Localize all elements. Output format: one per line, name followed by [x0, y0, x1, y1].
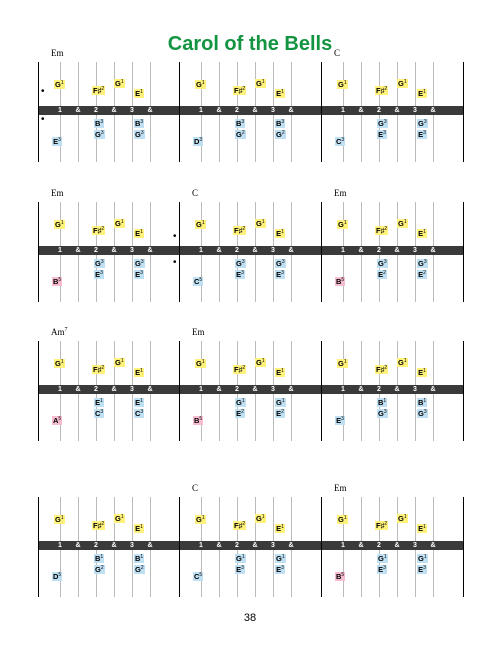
beat-label: 2 — [377, 247, 381, 254]
measure — [38, 497, 180, 597]
harmony-note: $B^3$ — [276, 119, 285, 128]
harmony-note: $B^3$ — [95, 119, 104, 128]
beat-label: & — [75, 107, 81, 114]
bass-note: $B^5$ — [194, 416, 203, 425]
harmony-note: $G^3$ — [378, 409, 387, 418]
chord-name: C — [192, 483, 199, 493]
bass-note: $B^5$ — [336, 277, 345, 286]
bass-note: $C^5$ — [194, 277, 203, 286]
beat-label: 2 — [94, 107, 98, 114]
beat-label: & — [252, 247, 258, 254]
beat-label: & — [147, 107, 153, 114]
beat-label: 1 — [58, 107, 62, 114]
chord-name: Em — [51, 188, 64, 198]
harmony-note: $G^3$ — [135, 130, 144, 139]
harmony-note: $E^3$ — [378, 130, 386, 139]
harmony-note: $G^2$ — [135, 565, 144, 574]
beat-label: 3 — [271, 386, 275, 393]
melody-note: $G^1$ — [196, 80, 205, 89]
beat-label: 3 — [130, 107, 134, 114]
harmony-note: $E^3$ — [276, 270, 284, 279]
melody-note: F♯$^2$ — [93, 365, 105, 374]
melody-note: $G^1$ — [115, 358, 124, 367]
beat-label: & — [288, 107, 294, 114]
melody-note: $G^1$ — [196, 359, 205, 368]
melody-note: $G^1$ — [338, 80, 347, 89]
melody-note: $G^1$ — [338, 220, 347, 229]
melody-note: F♯$^2$ — [234, 86, 246, 95]
chord-name: Em — [192, 327, 205, 337]
harmony-note: $G^2$ — [236, 130, 245, 139]
beat-label: & — [216, 107, 222, 114]
beat-label: 2 — [235, 247, 239, 254]
melody-note: $E^1$ — [418, 89, 426, 98]
melody-note: $G^1$ — [115, 514, 124, 523]
melody-note: $G^1$ — [338, 359, 347, 368]
measure — [322, 188, 464, 302]
harmony-note: $B^3$ — [135, 119, 144, 128]
melody-note: $G^1$ — [115, 79, 124, 88]
beat-label: 3 — [413, 247, 417, 254]
harmony-note: $G^3$ — [418, 119, 427, 128]
beat-label: 2 — [377, 386, 381, 393]
beat-label: 2 — [235, 542, 239, 549]
measure — [322, 341, 464, 441]
melody-note: $G^1$ — [55, 515, 64, 524]
beat-label: 1 — [199, 386, 203, 393]
harmony-note: $B^3$ — [236, 119, 245, 128]
beat-label: 1 — [58, 386, 62, 393]
melody-note: F♯$^2$ — [234, 521, 246, 530]
melody-note: $G^1$ — [55, 80, 64, 89]
measure — [322, 48, 464, 162]
harmony-note: $G^3$ — [236, 259, 245, 268]
harmony-note: $E^3$ — [378, 565, 386, 574]
measure — [38, 327, 180, 441]
harmony-note: $G^3$ — [135, 259, 144, 268]
beat-label: 2 — [235, 386, 239, 393]
chord-name: Am$^7$ — [51, 327, 68, 337]
beat-label: & — [147, 386, 153, 393]
beat-label: 2 — [94, 542, 98, 549]
beat-label: 3 — [413, 107, 417, 114]
beat-label: & — [430, 247, 436, 254]
harmony-note: $B^1$ — [418, 398, 427, 407]
beat-label: & — [252, 386, 258, 393]
beat-label: & — [111, 247, 117, 254]
melody-note: $E^1$ — [276, 524, 284, 533]
melody-note: $G^1$ — [256, 514, 265, 523]
measure — [38, 188, 180, 302]
melody-note: F♯$^2$ — [93, 86, 105, 95]
beat-label: 3 — [271, 247, 275, 254]
harmony-note: $G^2$ — [95, 565, 104, 574]
beat-label: 1 — [58, 247, 62, 254]
harmony-note: $G^3$ — [95, 259, 104, 268]
harmony-note: $E^1$ — [135, 398, 143, 407]
beat-label: & — [288, 386, 294, 393]
beat-label: & — [216, 542, 222, 549]
harmony-note: $B^1$ — [378, 398, 387, 407]
melody-note: F♯$^2$ — [376, 86, 388, 95]
melody-note: $E^1$ — [276, 368, 284, 377]
beat-label: & — [288, 542, 294, 549]
harmony-note: $E^2$ — [276, 409, 284, 418]
tab-system — [38, 327, 465, 441]
melody-note: $E^1$ — [135, 368, 143, 377]
beat-label: 3 — [413, 386, 417, 393]
melody-note: F♯$^2$ — [376, 226, 388, 235]
beat-label: 3 — [271, 542, 275, 549]
tab-system — [38, 483, 465, 597]
repeat-dot: • — [173, 231, 177, 242]
melody-note: $G^1$ — [55, 220, 64, 229]
bass-note: $E^3$ — [53, 137, 61, 146]
measure — [180, 483, 322, 597]
beat-label: & — [358, 542, 364, 549]
melody-note: $E^1$ — [276, 89, 284, 98]
beat-label: & — [111, 386, 117, 393]
beat-label: 1 — [341, 542, 345, 549]
melody-note: $G^1$ — [256, 358, 265, 367]
harmony-note: $E^2$ — [418, 270, 426, 279]
harmony-note: $E^3$ — [418, 130, 426, 139]
beat-label: & — [430, 542, 436, 549]
measure — [180, 188, 322, 302]
harmony-note: $B^1$ — [95, 554, 104, 563]
harmony-note: $G^1$ — [378, 554, 387, 563]
beat-label: 3 — [271, 107, 275, 114]
beat-label: 2 — [235, 107, 239, 114]
harmony-note: $C^3$ — [135, 409, 144, 418]
beat-label: & — [394, 247, 400, 254]
chord-name: C — [192, 188, 199, 198]
melody-note: $G^1$ — [256, 79, 265, 88]
melody-note: $G^1$ — [398, 219, 407, 228]
repeat-dot: • — [41, 86, 45, 97]
beat-label: & — [75, 247, 81, 254]
bass-note: $C^5$ — [194, 572, 203, 581]
page-number: 38 — [243, 612, 257, 624]
beat-label: & — [358, 107, 364, 114]
beat-label: 2 — [377, 542, 381, 549]
beat-label: & — [147, 247, 153, 254]
beat-label: & — [288, 247, 294, 254]
beat-label: & — [252, 542, 258, 549]
bass-note: $D^3$ — [194, 137, 203, 146]
beat-label: 3 — [130, 542, 134, 549]
chord-name: Em — [334, 188, 347, 198]
beat-label: & — [252, 107, 258, 114]
harmony-note: $E^3$ — [276, 565, 284, 574]
harmony-note: $G^3$ — [378, 259, 387, 268]
beat-label: 1 — [199, 247, 203, 254]
harmony-note: $G^3$ — [418, 409, 427, 418]
melody-note: $E^1$ — [418, 524, 426, 533]
beat-label: & — [111, 107, 117, 114]
harmony-note: $G^1$ — [276, 398, 285, 407]
melody-note: $E^1$ — [418, 229, 426, 238]
melody-note: $G^1$ — [398, 79, 407, 88]
harmony-note: $E^1$ — [95, 398, 103, 407]
harmony-note: $C^3$ — [95, 409, 104, 418]
harmony-note: $G^3$ — [95, 130, 104, 139]
harmony-note: $E^2$ — [378, 270, 386, 279]
melody-note: F♯$^2$ — [376, 365, 388, 374]
melody-note: F♯$^2$ — [234, 365, 246, 374]
harmony-note: $G^3$ — [276, 259, 285, 268]
beat-label: & — [394, 542, 400, 549]
beat-label: 1 — [199, 107, 203, 114]
harmony-note: $B^1$ — [135, 554, 144, 563]
melody-note: F♯$^2$ — [376, 521, 388, 530]
beat-label: 1 — [341, 107, 345, 114]
chord-name: Em — [334, 483, 347, 493]
harmony-note: $G^2$ — [276, 130, 285, 139]
melody-note: $G^1$ — [398, 358, 407, 367]
measure — [180, 62, 322, 162]
harmony-note: $E^3$ — [236, 565, 244, 574]
beat-label: & — [75, 386, 81, 393]
melody-note: $G^1$ — [398, 514, 407, 523]
melody-note: $G^1$ — [55, 359, 64, 368]
harmony-note: $E^3$ — [95, 270, 103, 279]
harmony-note: $G^1$ — [418, 554, 427, 563]
melody-note: $G^1$ — [196, 220, 205, 229]
melody-note: $E^1$ — [418, 368, 426, 377]
beat-label: & — [358, 247, 364, 254]
beat-label: & — [147, 542, 153, 549]
beat-label: & — [358, 386, 364, 393]
melody-note: $G^1$ — [115, 219, 124, 228]
melody-note: F♯$^2$ — [93, 226, 105, 235]
tab-system — [38, 188, 465, 302]
repeat-dot: • — [173, 257, 177, 268]
bass-note: $D^5$ — [53, 572, 62, 581]
beat-label: 1 — [341, 247, 345, 254]
beat-label: & — [216, 386, 222, 393]
beat-label: & — [111, 542, 117, 549]
beat-label: & — [430, 386, 436, 393]
beat-label: 1 — [199, 542, 203, 549]
beat-label: 1 — [341, 386, 345, 393]
measure — [180, 327, 322, 441]
melody-note: F♯$^2$ — [93, 521, 105, 530]
tab-system — [38, 48, 465, 162]
harmony-note: $G^1$ — [236, 554, 245, 563]
chord-name: C — [334, 48, 341, 58]
beat-label: & — [430, 107, 436, 114]
chord-name: Em — [51, 48, 64, 58]
melody-note: $G^1$ — [196, 515, 205, 524]
measure — [322, 483, 464, 597]
melody-note: $G^1$ — [256, 219, 265, 228]
bass-note: $E^3$ — [336, 416, 344, 425]
beat-label: 3 — [130, 247, 134, 254]
harmony-note: $E^3$ — [135, 270, 143, 279]
measure — [38, 48, 180, 162]
melody-note: $E^1$ — [135, 229, 143, 238]
melody-note: F♯$^2$ — [234, 226, 246, 235]
melody-note: $E^1$ — [276, 229, 284, 238]
harmony-note: $E^3$ — [418, 565, 426, 574]
harmony-note: $G^3$ — [378, 119, 387, 128]
beat-label: 3 — [130, 386, 134, 393]
repeat-dot: • — [41, 114, 45, 125]
harmony-note: $G^1$ — [276, 554, 285, 563]
bass-note: $C^3$ — [336, 137, 345, 146]
melody-note: $E^1$ — [135, 89, 143, 98]
beat-label: & — [394, 107, 400, 114]
beat-label: 2 — [94, 247, 98, 254]
bass-note: $B^5$ — [53, 277, 62, 286]
beat-label: & — [75, 542, 81, 549]
beat-label: 2 — [377, 107, 381, 114]
harmony-note: $E^2$ — [236, 409, 244, 418]
beat-label: 2 — [94, 386, 98, 393]
bass-note: $B^5$ — [336, 572, 345, 581]
page-title: Carol of the Bells — [167, 33, 333, 55]
harmony-note: $G^1$ — [236, 398, 245, 407]
beat-label: & — [394, 386, 400, 393]
harmony-note: $G^3$ — [418, 259, 427, 268]
beat-label: 3 — [413, 542, 417, 549]
melody-note: $E^1$ — [135, 524, 143, 533]
beat-label: & — [216, 247, 222, 254]
melody-note: $G^1$ — [338, 515, 347, 524]
bass-note: $A^5$ — [53, 416, 62, 425]
beat-label: 1 — [58, 542, 62, 549]
harmony-note: $E^3$ — [236, 270, 244, 279]
